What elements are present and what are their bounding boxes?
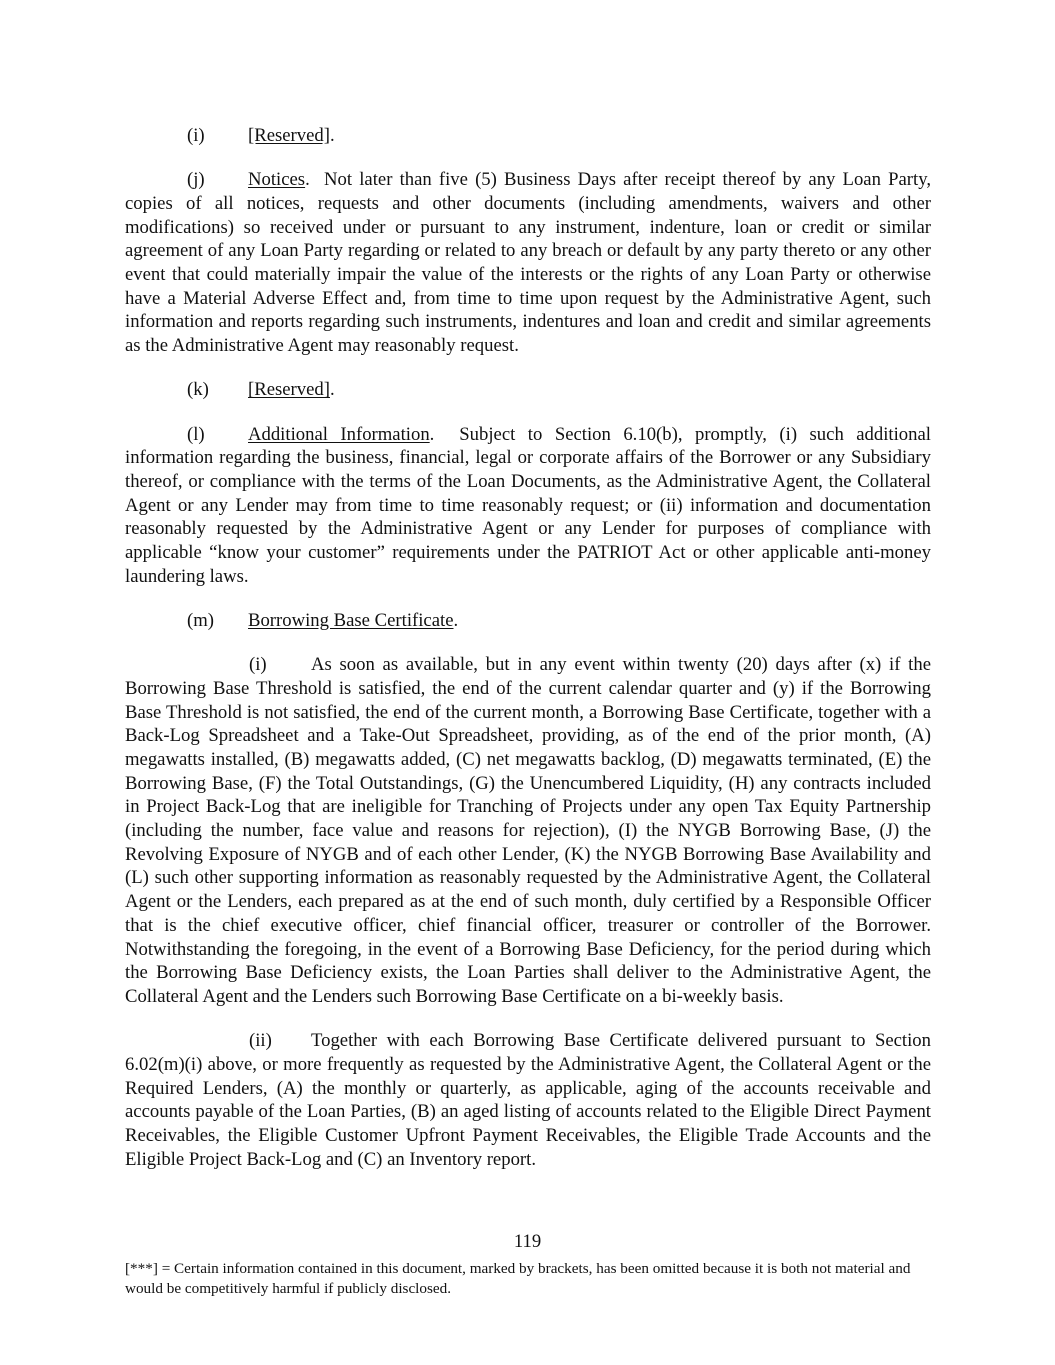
subsection-text: As soon as available, but in any event within twenty (20) days after (x) if the Borrowing Base Threshold is satisfied, the end of the current calendar quarter and (y) if the Borrowing Base Threshold is not satisfied, the end of the current month, a Borrowing Base Certificate, together with a Back-Log Spreadsheet and a Take-Out Spreadsheet, providing, as of the end of the prior month, (A) megawatts installed, (B) megawatts added, (C) net megawatts backlog, (D) megawatts terminated, (E) the Borrowing Base, (F) the Total Outstandings, (G) the Unencumbered Liquidity, (H) any contracts included in Project Back-Log that are ineligible for Tranching of Projects under any open Tax Equity Partnership (including the number, face value and reasons for rejection), (I) the NYGB Borrowing Base, (J) the Revolving Exposure of NYGB and of each other Lender, (K) the NYGB Borrowing Base Availability and (L) such other supporting information as reasonably requested by the Administrative Agent, the Collateral Agent or the Lenders, each prepared as at the end of such month, duly certified by a Responsible Officer that is the chief executive officer, chief financial officer, treasurer or controller of the Borrower. Notwithstanding the foregoing, in the event of a Borrowing Base Deficiency, for the period during which the Borrowing Base Deficiency exists, the Loan Parties shall deliver to the Administrative Agent, the Collateral Agent and the Lenders such Borrowing Base Certificate on a bi-weekly basis. [125,654,931,1007]
section-j-notices [125,168,936,358]
section-marker: (k) [187,379,209,401]
section-heading: [Reserved] [248,379,330,401]
section-marker: (l) [187,423,205,445]
section-l-additional-information [125,423,936,589]
section-marker: (i) [187,125,205,146]
subsection-m-i [125,653,931,1009]
section-text: Subject to Section 6.10(b), promptly, (i) such additional information regarding the business, financial, legal or corporate affairs of the Borrower or any Subsidiary thereof, or compliance with the terms of the Loan Documents, as the Administrative Agent, the Collateral Agent or any Lender may from time to time reasonably request; or (ii) information and documentation reasonably requested by the Administrative Agent or any Lender for purposes of compliance with applicable “know your customer” requirements under the PATRIOT Act or other applicable anti-money laundering laws. [125,423,936,587]
section-heading: [Reserved] [248,125,330,146]
section-marker: (j) [187,169,205,191]
heading-punctuation: . [305,169,310,191]
subsection-m-ii [125,1029,931,1171]
section-marker: (m) [187,609,214,631]
document-body [125,124,936,1192]
subsection-marker: (i) [249,654,267,676]
subsection-marker: (ii) [249,1030,272,1052]
heading-punctuation: . [329,379,335,401]
section-heading: Borrowing Base Certificate [248,609,454,631]
page-number: 119 [513,1231,542,1252]
section-k [125,378,931,402]
section-heading: Additional Information [248,423,430,445]
heading-punctuation: . [453,609,459,631]
heading-punctuation: . [329,125,335,146]
section-i [125,124,931,148]
subsection-text: Together with each Borrowing Base Certificate delivered pursuant to Section 6.02(m)(i) above, or more frequently as requested by the Administrative Agent, the Collateral Agent or the Required Lenders, (A) the monthly or quarterly, as applicable, aging of the accounts receivable and accounts payable of the Loan Parties, (B) an aged listing of accounts related to the Eligible Direct Payment Receivables, the Eligible Customer Upfront Payment Receivables, the Eligible Trade Accounts and the Eligible Project Back-Log and (C) an Inventory report. [125,1030,931,1170]
section-text: Not later than five (5) Business Days after receipt thereof by any Loan Party, copies of all notices, requests and other documents (including amendments, waivers and other modifications) so received under or pursuant to any instrument, indenture, loan or credit or similar agreement of any Loan Party regarding or related to any breach or default by any party thereto or any other event that could materially impair the value of the interests or the rights of any Loan Party or otherwise have a Material Adverse Effect and, from time to time upon request by the Administrative Agent, such information and reports regarding such instruments, indentures and loan and credit and similar agreements as the Administrative Agent may reasonably request. [125,169,936,357]
section-m-borrowing-base-certificate [125,609,931,633]
section-heading: Notices [248,169,306,191]
confidentiality-footnote: [***] = Certain information contained in this document, marked by brackets, has been omitted because it is both not material and would be competitively harmful if publicly disclosed. [125,1260,911,1297]
heading-punctuation: . [429,423,435,445]
